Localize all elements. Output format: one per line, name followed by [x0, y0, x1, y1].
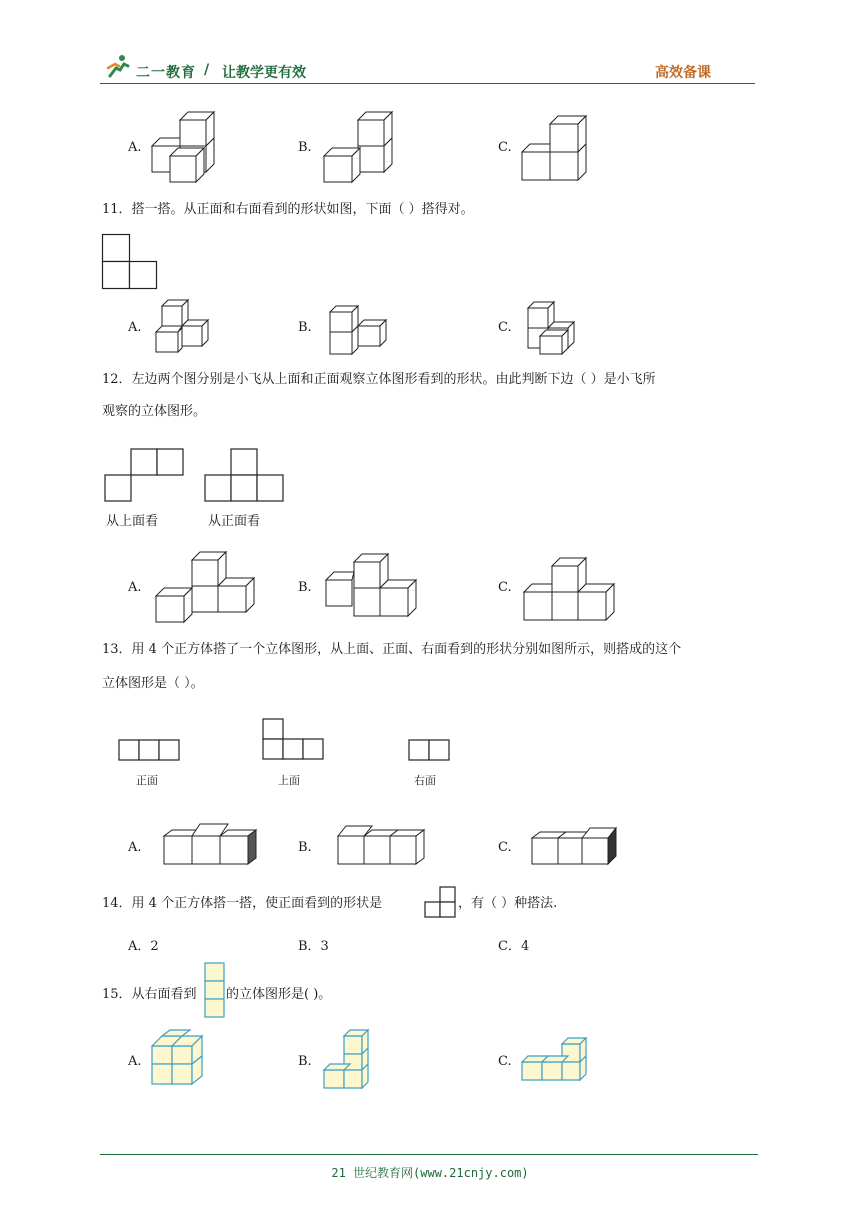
q15-option-b-label: B. — [298, 1054, 312, 1069]
q13-right-view-figure — [408, 739, 452, 763]
q13-option-a-figure — [164, 822, 262, 868]
q11-option-a-figure — [154, 298, 210, 354]
q12-option-a-figure — [156, 550, 256, 624]
q11-option-b-figure — [330, 304, 388, 356]
q10-option-b-figure — [324, 112, 394, 184]
q15-right-view-figure — [204, 962, 226, 1020]
q10-option-a-figure — [152, 112, 222, 184]
q15-option-c-label: C. — [498, 1054, 512, 1069]
q12-option-c-label: C. — [498, 580, 512, 595]
q13-caption-top: 上面 — [278, 774, 300, 787]
q11-option-b-label: B. — [298, 320, 312, 335]
q12-top-view-figure — [104, 448, 186, 502]
q13-front-view-figure — [118, 739, 182, 763]
q14-front-view-figure — [424, 886, 458, 918]
q13-caption-front: 正面 — [136, 774, 158, 787]
q13-option-b-label: B. — [298, 840, 312, 855]
logo-text: 二一教育 — [136, 65, 196, 81]
question-12-line-1: 12．左边两个图分别是小飞从上面和正面观察立体图形看到的形状。由此判断下边（ ）是小飞所 — [102, 372, 656, 387]
q14-option-a: A．2 — [128, 939, 159, 954]
logo-runner-icon — [105, 54, 131, 80]
header-separator: / — [204, 62, 210, 78]
q10-option-c-label: C. — [498, 140, 512, 155]
q11-option-c-figure — [526, 300, 578, 356]
q12-caption-top-view: 从上面看 — [106, 514, 159, 529]
q12-option-c-figure — [524, 556, 616, 622]
header — [100, 54, 760, 84]
q14-option-c: C．4 — [498, 939, 530, 954]
q13-option-b-figure — [338, 824, 428, 868]
q12-option-b-figure — [326, 552, 418, 618]
q13-top-view-figure — [262, 718, 326, 762]
q12-front-view-figure — [204, 448, 286, 502]
q15-option-b-figure — [324, 1028, 370, 1090]
q13-caption-right: 右面 — [414, 774, 436, 787]
header-slogan: 让教学更有效 — [222, 65, 306, 81]
q12-option-a-label: A. — [128, 580, 142, 595]
q15-option-a-figure — [152, 1030, 204, 1086]
q11-view-figure — [102, 234, 158, 290]
q15-option-a-label: A. — [128, 1054, 142, 1069]
q10-option-b-label: B. — [298, 140, 312, 155]
q11-option-c-label: C. — [498, 320, 512, 335]
question-14-text-before: 14．用 4 个正方体搭一搭，使正面看到的形状是 — [102, 896, 383, 911]
question-13-line-2: 立体图形是（ ）。 — [102, 676, 204, 691]
q14-option-b: B．3 — [298, 939, 329, 954]
question-15-text-before: 15．从右面看到 — [102, 987, 197, 1002]
question-14-text-after: ，有（ ）种搭法. — [458, 896, 558, 911]
footer-rule — [100, 1154, 758, 1155]
q10-option-c-figure — [522, 116, 592, 182]
q15-option-c-figure — [522, 1036, 588, 1084]
question-11-text: 11．搭一搭。从正面和右面看到的形状如图，下面（ ）搭得对。 — [102, 202, 474, 217]
q13-option-c-figure — [532, 824, 628, 868]
q13-option-c-label: C. — [498, 840, 512, 855]
q12-option-b-label: B. — [298, 580, 312, 595]
header-right-label: 高效备课 — [655, 65, 711, 81]
question-13-line-1: 13．用 4 个正方体搭了一个立体图形，从上面、正面、右面看到的形状分别如图所示，则搭成的这个 — [102, 642, 682, 657]
q13-option-a-label: A. — [128, 840, 142, 855]
question-12-line-2: 观察的立体图形。 — [102, 404, 207, 419]
footer-text: 21 世纪教育网(www.21cnjy.com) — [331, 1166, 529, 1180]
q12-caption-front-view: 从正面看 — [208, 514, 261, 529]
question-15-text-after: 的立体图形是( )。 — [226, 987, 332, 1002]
header-rule — [100, 83, 755, 84]
q10-option-a-label: A. — [128, 140, 142, 155]
q11-option-a-label: A. — [128, 320, 142, 335]
